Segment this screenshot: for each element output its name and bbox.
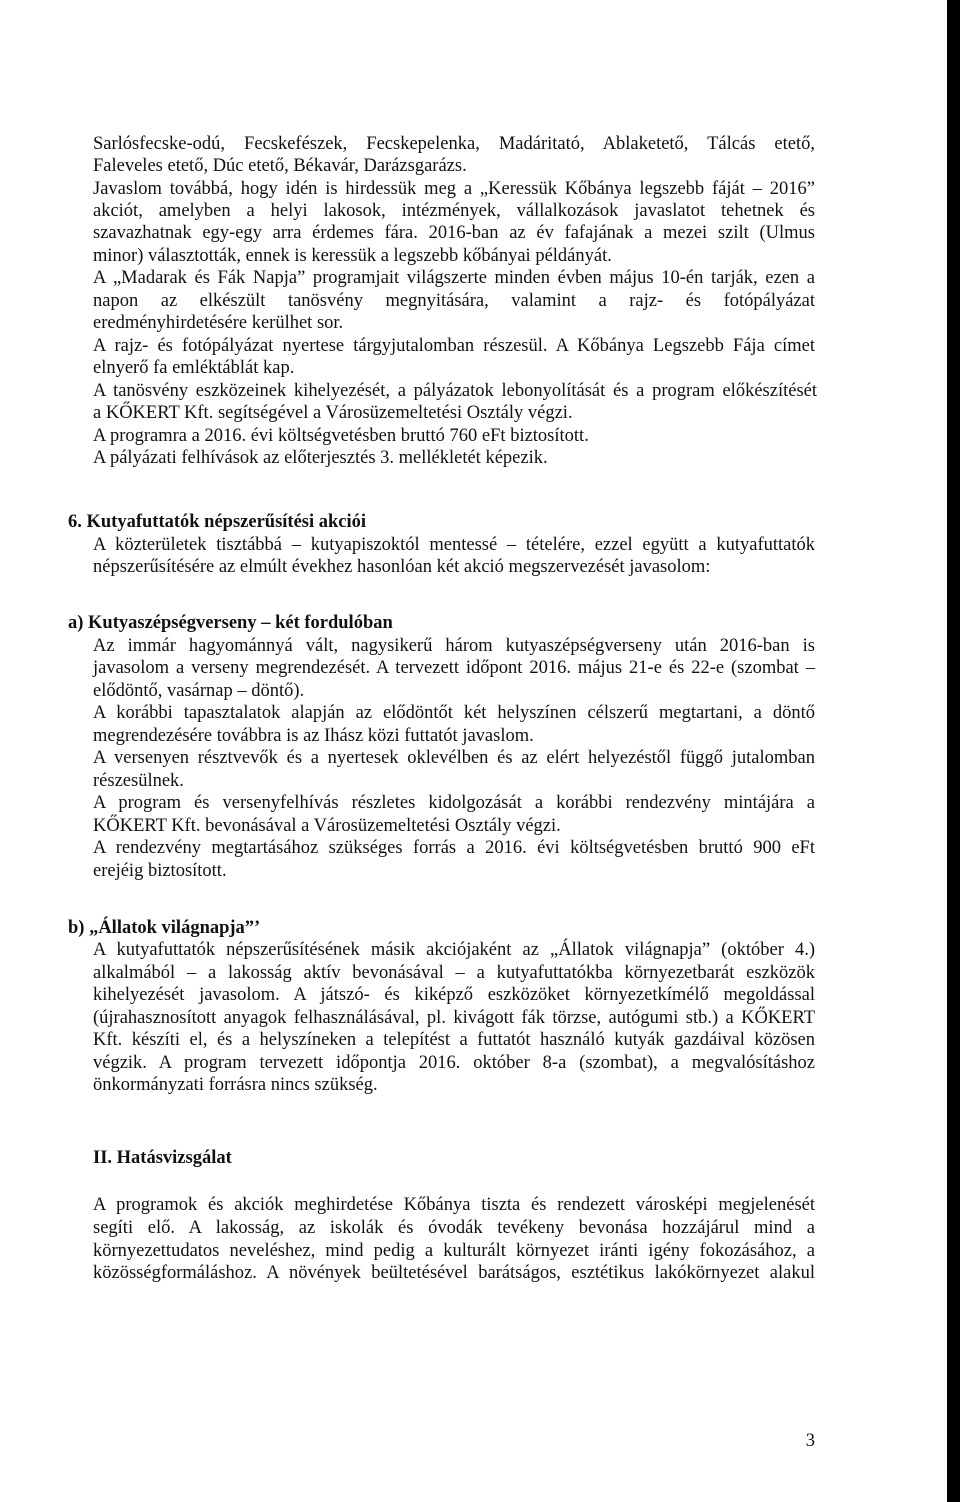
text-line: A program és versenyfelhívás részletes kidolgozását a korábbi rendezvény mintájára a	[93, 793, 815, 813]
page-number: 3	[805, 1431, 815, 1451]
text-line: környezettudatos neveléshez, mind pedig a kulturált környezet iránti igény fokozásához, a	[93, 1241, 815, 1261]
text-line: elnyerő fa emléktáblát kap.	[93, 358, 295, 378]
text-line: elődöntő, vasárnap – döntő).	[93, 681, 305, 701]
text-line: végzik. A program tervezett időpontja 2016. október 8-a (szombat), a megvalósításhoz	[93, 1053, 815, 1073]
text-line: A tanösvény eszközeinek kihelyezését, a pályázatok lebonyolítását és a program előkészítését	[93, 381, 817, 401]
section-heading: 6. Kutyafuttatók népszerűsítési akciói	[68, 512, 367, 532]
text-line: a KŐKERT Kft. segítségével a Városüzemeltetési Osztály végzi.	[93, 403, 573, 423]
text-line: Javaslom továbbá, hogy idén is hirdessük meg a „Keressük Kőbánya legszebb fáját – 2016”	[93, 179, 815, 199]
text-line: napon az elkészült tanösvény megnyitására, valamint a rajz- és fotópályázat	[93, 291, 815, 311]
text-line: eredményhirdetésére kerülhet sor.	[93, 313, 344, 333]
text-line: segíti elő. A lakosság, az iskolák és óvodák tevékeny bevonása hozzájárul mind a	[93, 1218, 815, 1238]
text-line: alkalmából – a lakosság aktív bevonásával – a kutyafuttatókba környezetbarát eszközök	[93, 963, 815, 983]
text-line: A programra a 2016. évi költségvetésben bruttó 760 eFt biztosított.	[93, 426, 589, 446]
text-line: erejéig biztosított.	[93, 861, 227, 881]
text-line: Sarlósfecske-odú, Fecskefészek, Fecskepelenka, Madáritató, Ablaketető, Tálcás etető,	[93, 134, 815, 154]
section-heading: II. Hatásvizsgálat	[93, 1148, 232, 1168]
text-line: kihelyezését javasolom. A játszó- és kiképző eszközöket környezetkímélő megoldással	[93, 985, 815, 1005]
text-line: részesülnek.	[93, 771, 184, 791]
text-line: népszerűsítésére az elmúlt évekhez hasonlóan két akció megszervezését javasolom:	[93, 557, 711, 577]
text-line: A közterületek tisztábbá – kutyapiszoktól mentessé – tételére, ezzel együtt a kutyafuttatók	[93, 535, 815, 555]
text-line: A pályázati felhívások az előterjesztés 3. mellékletét képezik.	[93, 448, 548, 468]
subsection-heading: b) „Állatok világnapja”’	[68, 918, 261, 938]
text-line: önkormányzati forrásra nincs szükség.	[93, 1075, 378, 1095]
text-line: A korábbi tapasztalatok alapján az elődöntőt két helyszínen célszerű megtartani, a döntő	[93, 703, 815, 723]
text-line: szavazhatnak egy-egy arra érdemes fára. 2016-ban az év fafajának a mezei szilt (Ulmus	[93, 223, 815, 243]
text-line: KŐKERT Kft. bevonásával a Városüzemeltetési Osztály végzi.	[93, 816, 561, 836]
text-line: minor) választották, ennek is keressük a legszebb kőbányai példányát.	[93, 246, 612, 266]
subsection-heading: a) Kutyaszépségverseny – két fordulóban	[68, 613, 393, 633]
text-line: (újrahasznosított anyagok felhasználásával, pl. kivágott fák törzse, autógumi stb.) a KŐKERT	[93, 1008, 815, 1028]
text-line: Faleveles etető, Dúc etető, Békavár, Darázsgarázs.	[93, 156, 467, 176]
text-line: közösségformáláshoz. A növények beültetésével barátságos, esztétikus lakókörnyezet alakul	[93, 1263, 815, 1283]
text-line: akciót, amelyben a helyi lakosok, intézmények, vállalkozások javaslatot tehetnek és	[93, 201, 815, 221]
text-line: A rendezvény megtartásához szükséges forrás a 2016. évi költségvetésben bruttó 900 eFt	[93, 838, 815, 858]
text-line: Az immár hagyománnyá vált, nagysikerű három kutyaszépségverseny után 2016-ban is	[93, 636, 815, 656]
text-line: A rajz- és fotópályázat nyertese tárgyjutalomban részesül. A Kőbánya Legszebb Fája címet	[93, 336, 815, 356]
text-line: A versenyen résztvevők és a nyertesek oklevélben és az elért helyezéstől függő jutalomban	[93, 748, 815, 768]
text-line: A „Madarak és Fák Napja” programjait világszerte minden évben május 10-én tarják, ezen a	[93, 268, 815, 288]
text-line: javasolom a verseny megrendezését. A tervezett időpont 2016. május 21-e és 22-e (szombat –	[93, 658, 815, 678]
scan-edge-border	[947, 0, 960, 1502]
text-line: megrendezésére továbbra is az Ihász közi futtatót javaslom.	[93, 726, 534, 746]
text-line: A programok és akciók meghirdetése Kőbánya tiszta és rendezett városképi megjelenését	[93, 1195, 815, 1215]
text-line: A kutyafuttatók népszerűsítésének másik akciójaként az „Állatok világnapja” (október 4.)	[93, 940, 815, 960]
text-line: Kft. készíti el, és a helyszíneken a telepítést a futtatót használó kutyák gazdáival közösen	[93, 1030, 815, 1050]
